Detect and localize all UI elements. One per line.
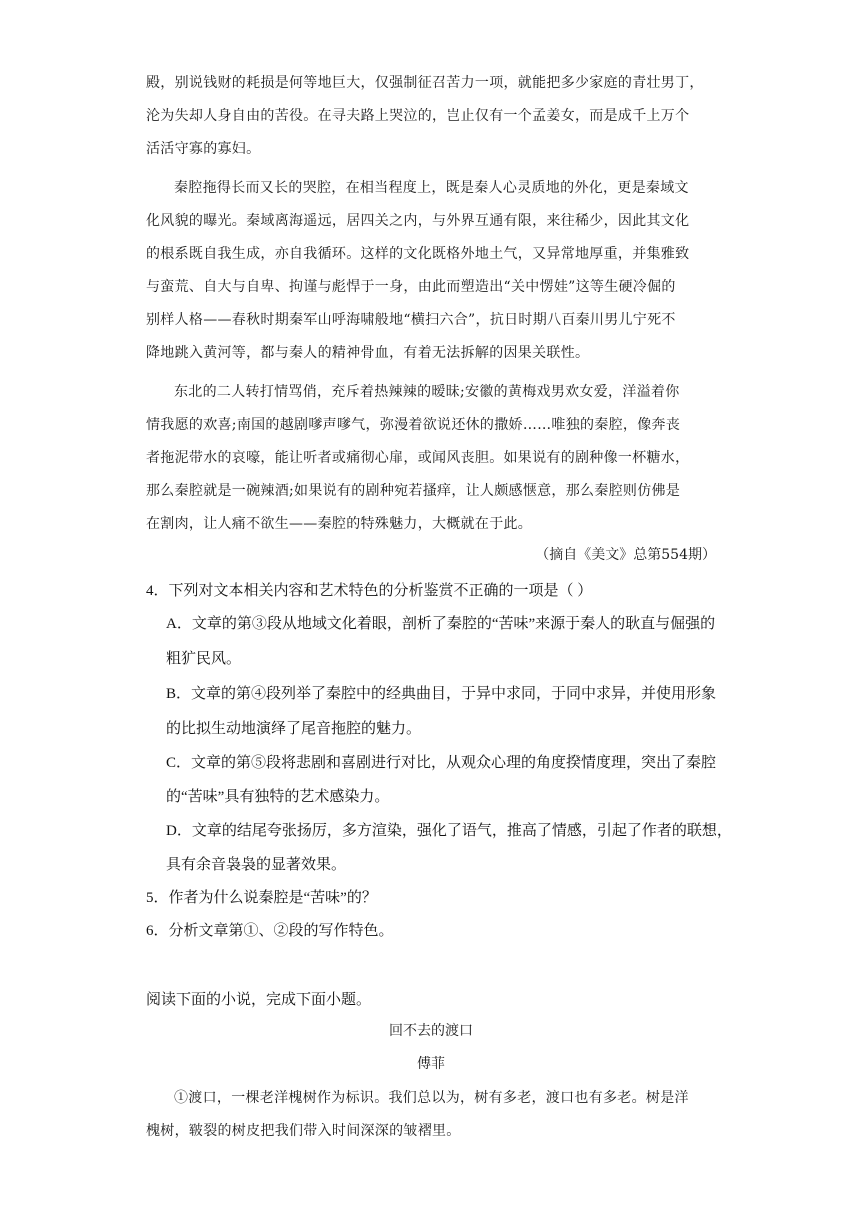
option-a-cont: 粗犷民风。 <box>166 651 242 667</box>
option-c: C．文章的第⑤段将悲剧和喜剧进行对比，从观众心理的角度揆情度理，突出了秦腔 <box>166 755 717 771</box>
option-a: A．文章的第③段从地域文化着眼，剖析了秦腔的“苦味”来源于秦人的耿直与倔强的 <box>166 616 716 632</box>
novel-intro: 阅读下面的小说，完成下面小题。 <box>146 992 372 1008</box>
novel-author: 傅菲 <box>417 1056 445 1072</box>
essay-line: 在割肉，让人痛不欲生——秦腔的特殊魅力，大概就在于此。 <box>146 516 533 532</box>
option-d: D．文章的结尾夸张扬厉，多方渲染，强化了语气，推高了情感，引起了作者的联想， <box>166 823 732 839</box>
option-c-cont: 的“苦味”具有独特的艺术感染力。 <box>166 789 390 805</box>
question-4: 4．下列对文本相关内容和艺术特色的分析鉴赏不正确的一项是（ ） <box>146 583 593 599</box>
essay-line: 那么秦腔就是一碗辣酒;如果说有的剧种宛若搔痒，让人颇感惬意，那么秦腔则仿佛是 <box>146 483 681 499</box>
essay-line: 秦腔拖得长而又长的哭腔，在相当程度上，既是秦人心灵质地的外化，更是秦域文 <box>174 180 689 196</box>
essay-line: 殿，别说钱财的耗损是何等地巨大，仅强制征召苦力一项，就能把多少家庭的青壮男丁， <box>146 75 704 91</box>
essay-line: 别样人格——春秋时期秦军山呼海啸般地“横扫六合”，抗日时期八百秦川男儿宁死不 <box>146 312 676 328</box>
question-5: 5．作者为什么说秦腔是“苦味”的？ <box>146 890 377 906</box>
essay-line: 者拖泥带水的哀嚎，能让听者或痛彻心扉，或闻风丧胆。如果说有的剧种像一杯糖水， <box>146 450 690 466</box>
essay-line: 化风貌的曝光。秦域离海遥远，居四关之内，与外界互通有限，来往稀少，因此其文化 <box>146 213 690 229</box>
essay-line: 活活守寡的寡妇。 <box>146 141 261 157</box>
novel-title: 回不去的渡口 <box>389 1023 473 1039</box>
essay-source: （摘自《美文》总第554期） <box>535 547 716 563</box>
essay-line: 沦为失却人身自由的苦役。在寻夫路上哭泣的，岂止仅有一个孟姜女，而是成千上万个 <box>146 108 690 124</box>
novel-line: 槐树，皲裂的树皮把我们带入时间深深的皱褶里。 <box>146 1123 461 1139</box>
option-d-cont: 具有余音袅袅的显著效果。 <box>166 857 347 873</box>
novel-line: ①渡口，一棵老洋槐树作为标识。我们总以为，树有多老，渡口也有多老。树是洋 <box>174 1090 689 1106</box>
essay-line: 情我愿的欢喜;南国的越剧嗲声嗲气，弥漫着欲说还休的撒娇……唯独的秦腔，像奔丧 <box>146 417 681 433</box>
option-b-cont: 的比拟生动地演绎了尾音拖腔的魅力。 <box>166 721 422 737</box>
question-6: 6．分析文章第①、②段的写作特色。 <box>146 923 394 939</box>
essay-line: 与蛮荒、自大与自卑、拘谨与彪悍于一身，由此而塑造出“关中愣娃”这等生硬冷倔的 <box>146 279 676 295</box>
essay-line: 的根系既自我生成，亦自我循环。这样的文化既格外地土气，又异常地厚重，并集雅致 <box>146 246 690 262</box>
essay-line: 东北的二人转打情骂俏，充斥着热辣辣的暧昧;安徽的黄梅戏男欢女爱，洋溢着你 <box>174 384 680 400</box>
essay-line: 降地跳入黄河等，都与秦人的精神骨血，有着无法拆解的因果关联性。 <box>146 345 590 361</box>
option-b: B．文章的第④段列举了秦腔中的经典曲目，于异中求同，于同中求异，并使用形象 <box>166 686 717 702</box>
